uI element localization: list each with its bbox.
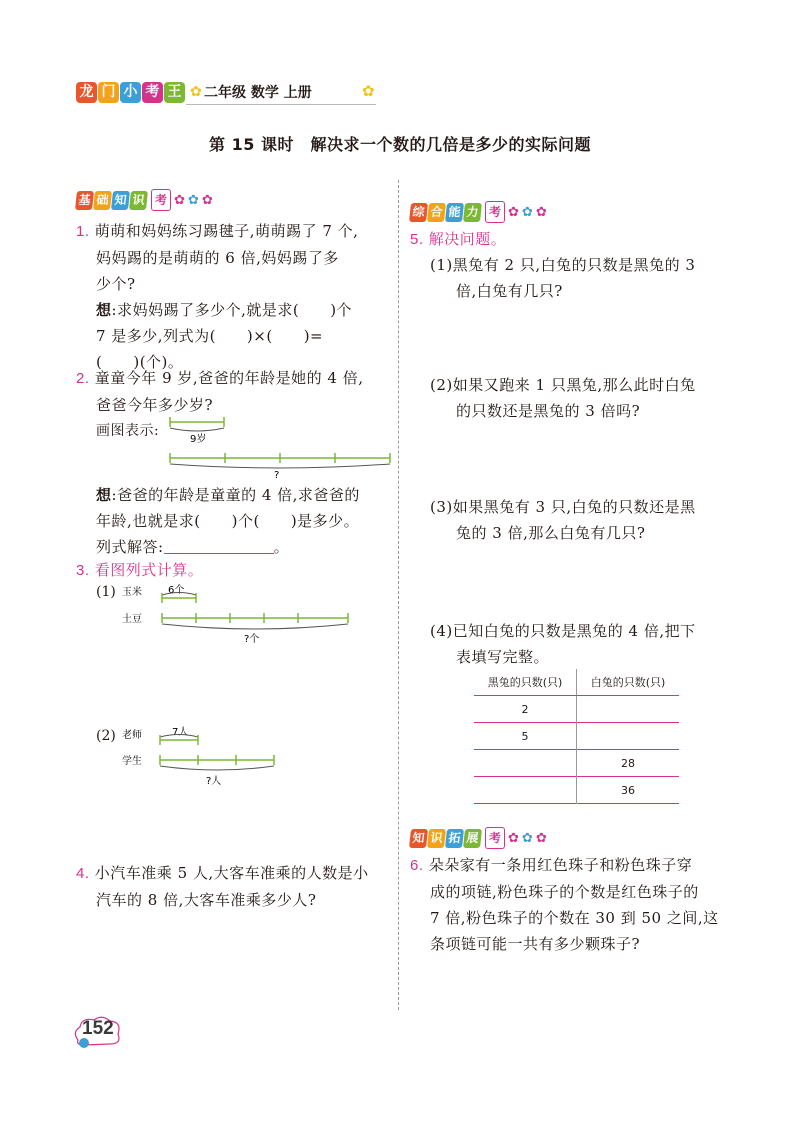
- table-cell-blank[interactable]: [474, 777, 577, 804]
- q2-think-line: :爸爸的年龄是童童的 4 倍,求爸爸的: [111, 486, 360, 504]
- butterfly-icon: ✿: [521, 204, 533, 220]
- page-title: 第 15 课时 解决求一个数的几倍是多少的实际问题: [209, 135, 591, 154]
- bottom-name: 土豆: [122, 614, 142, 625]
- table-cell: 2: [474, 696, 577, 723]
- q5-part-1: [430, 252, 730, 304]
- butterfly-icon: ✿: [201, 192, 213, 208]
- butterfly-icon: ✿: [362, 82, 375, 100]
- badge-char: 识: [129, 191, 148, 210]
- q1-think-line: ( )(个)。: [96, 353, 184, 371]
- q5-p1-line: 倍,白兔有几只?: [456, 282, 563, 300]
- diagram-top-label: 9岁: [190, 434, 207, 445]
- table-row: [474, 723, 679, 750]
- q1-line: 妈妈踢的是萌萌的 6 倍,妈妈踢了多: [96, 249, 339, 267]
- top-value: 7人: [172, 727, 189, 738]
- answer-end: 。: [273, 538, 290, 556]
- section-badge-comprehensive: [410, 200, 547, 224]
- q2-line: 童童今年 9 岁,爸爸的年龄是她的 4 倍,: [94, 369, 364, 387]
- brand-char: 考: [142, 82, 163, 103]
- question-4: [76, 860, 396, 913]
- q5-heading: 解决问题。: [428, 230, 507, 248]
- draw-label: 画图表示:: [96, 423, 160, 439]
- badge-char: 能: [445, 203, 464, 222]
- badge-char: 基: [75, 191, 94, 210]
- q1-line: 少个?: [96, 275, 136, 293]
- section-badge-extension: [410, 826, 547, 850]
- rabbit-table: [474, 669, 679, 804]
- header-underline: [186, 104, 376, 105]
- q3-part-1-label: (1): [96, 584, 116, 600]
- q5-part-3: [430, 494, 730, 546]
- kao-badge: 考: [485, 201, 505, 223]
- brand-char: 龙: [76, 82, 97, 103]
- q5-p1-line: (1)黑兔有 2 只,白兔的只数是黑兔的 3: [430, 256, 696, 274]
- badge-char: 知: [111, 191, 130, 210]
- table-cell-blank[interactable]: [474, 750, 577, 777]
- q4-line: 汽车的 8 倍,大客车准乘多少人?: [96, 891, 317, 909]
- question-5-heading: [410, 226, 506, 253]
- bottom-name: 学生: [122, 756, 142, 767]
- butterfly-icon: ✿: [535, 830, 547, 846]
- table-row: [474, 696, 679, 723]
- question-3-heading: [76, 557, 203, 584]
- badge-char: 综: [409, 203, 428, 222]
- brand-char: 王: [164, 82, 185, 103]
- q5-p3-line: 兔的 3 倍,那么白兔有几只?: [456, 524, 646, 542]
- q5-p2-line: (2)如果又跑来 1 只黑兔,那么此时白兔: [430, 376, 696, 394]
- table-cell-blank[interactable]: [577, 723, 680, 750]
- think-label: 想: [96, 301, 112, 319]
- butterfly-icon: ✿: [521, 830, 533, 846]
- kao-badge: 考: [151, 189, 171, 211]
- q2-think-line: 年龄,也就是求( )个( )是多少。: [96, 512, 360, 530]
- table-row: [474, 750, 679, 777]
- question-1: [76, 218, 396, 375]
- q6-line: 7 倍,粉色珠子的个数在 30 到 50 之间,这: [430, 909, 719, 927]
- question-6: [410, 852, 730, 957]
- q5-part-4: [430, 618, 730, 670]
- answer-label: 列式解答:: [96, 538, 164, 556]
- badge-char: 力: [463, 203, 482, 222]
- table-cell: 5: [474, 723, 577, 750]
- brand-logo: [76, 80, 202, 104]
- q3-heading: 看图列式计算。: [94, 561, 204, 579]
- question-number: 2.: [76, 370, 90, 387]
- question-number: 4.: [76, 865, 90, 882]
- question-number: 6.: [410, 857, 424, 874]
- q5-p4-line: (4)已知白兔的只数是黑兔的 4 倍,把下: [430, 622, 696, 640]
- top-name: 玉米: [122, 587, 142, 598]
- badge-char: 展: [463, 829, 482, 848]
- butterfly-icon: ✿: [187, 192, 199, 208]
- badge-char: 知: [409, 829, 428, 848]
- q1-think-line: :求妈妈踢了多少个,就是求( )个: [111, 301, 353, 319]
- butterfly-icon: ✿: [508, 204, 519, 220]
- diagram-bottom-label: ?: [274, 470, 280, 481]
- butterfly-icon: ✿: [508, 830, 519, 846]
- q2-line-diagram: [160, 412, 400, 482]
- q5-part-2: [430, 372, 730, 424]
- question-number: 1.: [76, 223, 90, 240]
- kao-badge: 考: [485, 827, 505, 849]
- table-cell: 36: [577, 777, 680, 804]
- answer-blank[interactable]: [164, 537, 274, 554]
- q6-line: 条项链可能一共有多少颗珠子?: [430, 935, 641, 953]
- question-number: 5.: [410, 231, 424, 248]
- q1-think-line: 7 是多少,列式为( )×( )=: [96, 327, 324, 345]
- question-number: 3.: [76, 562, 90, 579]
- bottom-value: ?人: [206, 776, 222, 787]
- q1-line: 萌萌和妈妈练习踢毽子,萌萌踢了 7 个,: [94, 222, 359, 240]
- table-cell-blank[interactable]: [577, 696, 680, 723]
- table-header: 黑兔的只数(只): [474, 669, 577, 696]
- q4-line: 小汽车准乘 5 人,大客车准乘的人数是小: [94, 864, 369, 882]
- q3-part-2-diagram: [118, 722, 358, 792]
- badge-char: 拓: [445, 829, 464, 848]
- badge-char: 识: [427, 829, 446, 848]
- q5-p3-line: (3)如果黑兔有 3 只,白兔的只数还是黑: [430, 498, 696, 516]
- q5-p4-line: 表填写完整。: [456, 648, 550, 666]
- bottom-value: ?个: [244, 634, 260, 645]
- q6-line: 成的项链,粉色珠子的个数是红色珠子的: [430, 883, 699, 901]
- q3-part-2-label: (2): [96, 728, 116, 744]
- section-badge-basic: [76, 188, 213, 212]
- brand-char: 门: [98, 82, 119, 103]
- q6-line: 朵朵家有一条用红色珠子和粉色珠子穿: [428, 856, 693, 874]
- table-cell: 28: [577, 750, 680, 777]
- q2-line: 爸爸今年多少岁?: [96, 396, 214, 414]
- think-label: 想: [96, 486, 112, 504]
- column-divider: [398, 180, 399, 1010]
- butterfly-icon: ✿: [174, 192, 185, 208]
- q3-part-1-diagram: [118, 582, 358, 652]
- butterfly-icon: ✿: [190, 84, 202, 100]
- badge-char: 础: [93, 191, 112, 210]
- table-row: [474, 777, 679, 804]
- header-subtitle: 二年级 数学 上册: [204, 85, 312, 101]
- top-name: 老师: [122, 730, 142, 741]
- page-number: 152: [82, 1018, 114, 1039]
- question-2-think: [96, 482, 396, 560]
- table-header: 白兔的只数(只): [577, 669, 680, 696]
- top-value: 6个: [168, 585, 185, 596]
- badge-char: 合: [427, 203, 446, 222]
- q5-p2-line: 的只数还是黑兔的 3 倍吗?: [456, 402, 641, 420]
- brand-char: 小: [120, 82, 141, 103]
- butterfly-icon: ✿: [535, 204, 547, 220]
